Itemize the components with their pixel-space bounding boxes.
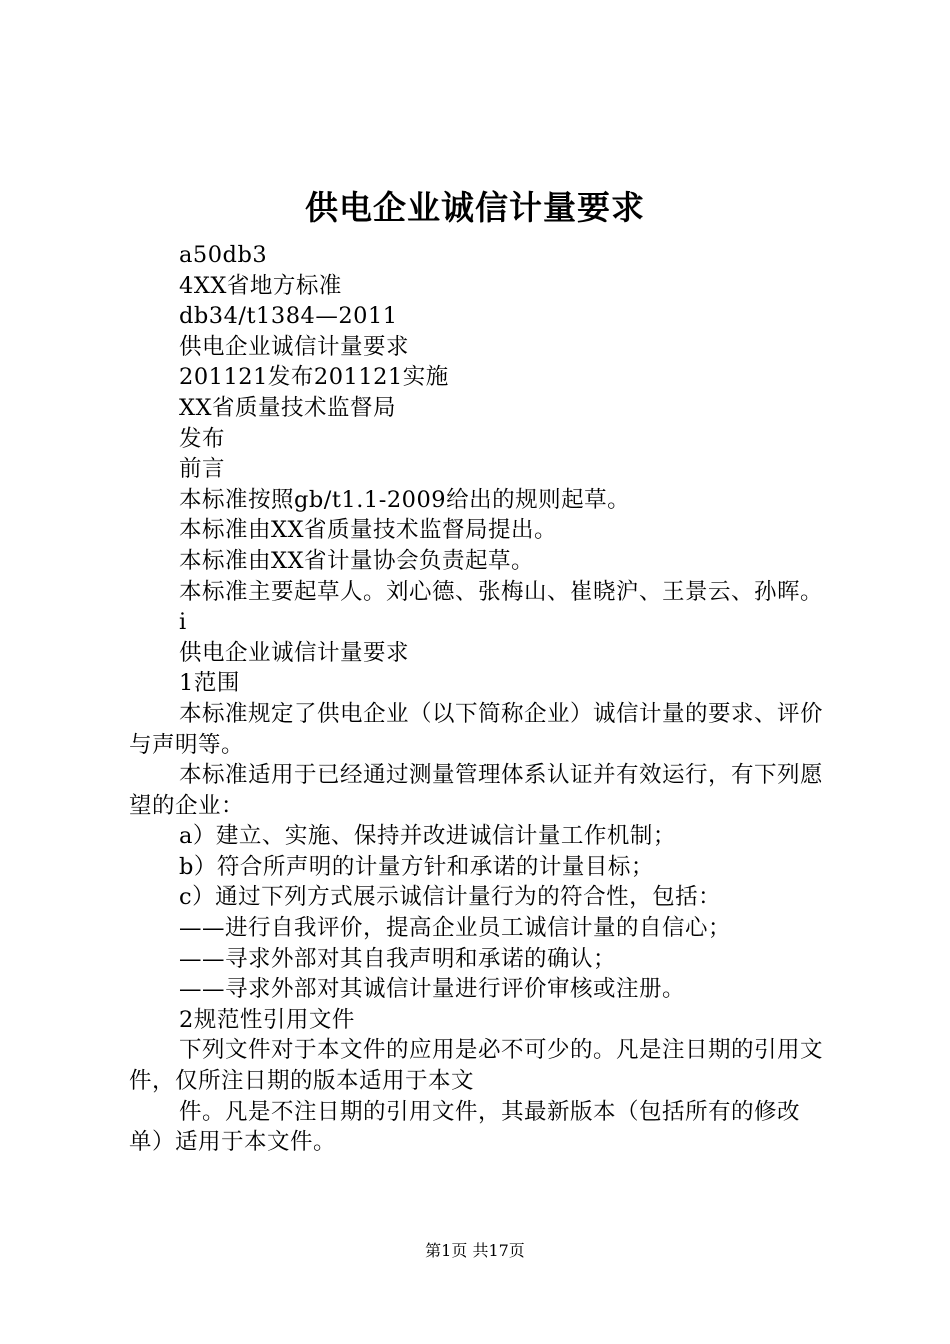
- list-item: ——寻求外部对其诚信计量进行评价审核或注册。: [179, 976, 686, 1003]
- paragraph: i: [179, 609, 187, 636]
- list-item: b）符合所声明的计量方针和承诺的计量目标；: [179, 853, 654, 880]
- paragraph: 4XX省地方标准: [179, 272, 342, 299]
- paragraph: 下列文件对于本文件的应用是必不可少的。凡是注日期的引用文件，仅所注日期的版本适用于本文: [129, 1037, 824, 1095]
- paragraph: 供电企业诚信计量要求: [179, 639, 410, 666]
- list-item: ——寻求外部对其自我声明和承诺的确认；: [179, 945, 617, 972]
- paragraph: db34/t1384—2011: [179, 303, 398, 330]
- document-body: [129, 240, 831, 1158]
- paragraph: 本标准适用于已经通过测量管理体系认证并有效运行，有下列愿望的企业：: [129, 762, 824, 819]
- paragraph: 本标准规定了供电企业（以下简称企业）诚信计量的要求、评价与声明等。: [129, 700, 824, 758]
- paragraph: 201121发布201121实施: [179, 364, 449, 391]
- list-item: c）通过下列方式展示诚信计量行为的符合性，包括：: [179, 884, 722, 911]
- section-heading: 前言: [179, 456, 226, 483]
- paragraph: XX省质量技术监督局: [179, 394, 397, 421]
- page-footer: 第1页 共17页: [425, 1241, 525, 1260]
- paragraph: 供电企业诚信计量要求: [179, 333, 410, 360]
- paragraph: 本标准由XX省质量技术监督局提出。: [179, 517, 558, 544]
- section-heading: 2规范性引用文件: [179, 1006, 355, 1033]
- paragraph: 件。凡是不注日期的引用文件，其最新版本（包括所有的修改单）适用于本文件。: [129, 1098, 801, 1156]
- paragraph: 本标准主要起草人。刘心德、张梅山、崔晓沪、王景云、孙晖。: [179, 578, 824, 605]
- paragraph: 本标准按照gb/t1.1-2009给出的规则起草。: [179, 486, 631, 513]
- paragraph: 发布: [179, 425, 226, 452]
- list-item: a）建立、实施、保持并改进诚信计量工作机制；: [179, 823, 676, 850]
- paragraph: a50db3: [179, 242, 268, 268]
- section-heading: 1范围: [179, 670, 240, 697]
- document-title: 供电企业诚信计量要求: [305, 188, 645, 227]
- paragraph: 本标准由XX省计量协会负责起草。: [179, 547, 535, 574]
- list-item: ——进行自我评价，提高企业员工诚信计量的自信心；: [179, 915, 732, 942]
